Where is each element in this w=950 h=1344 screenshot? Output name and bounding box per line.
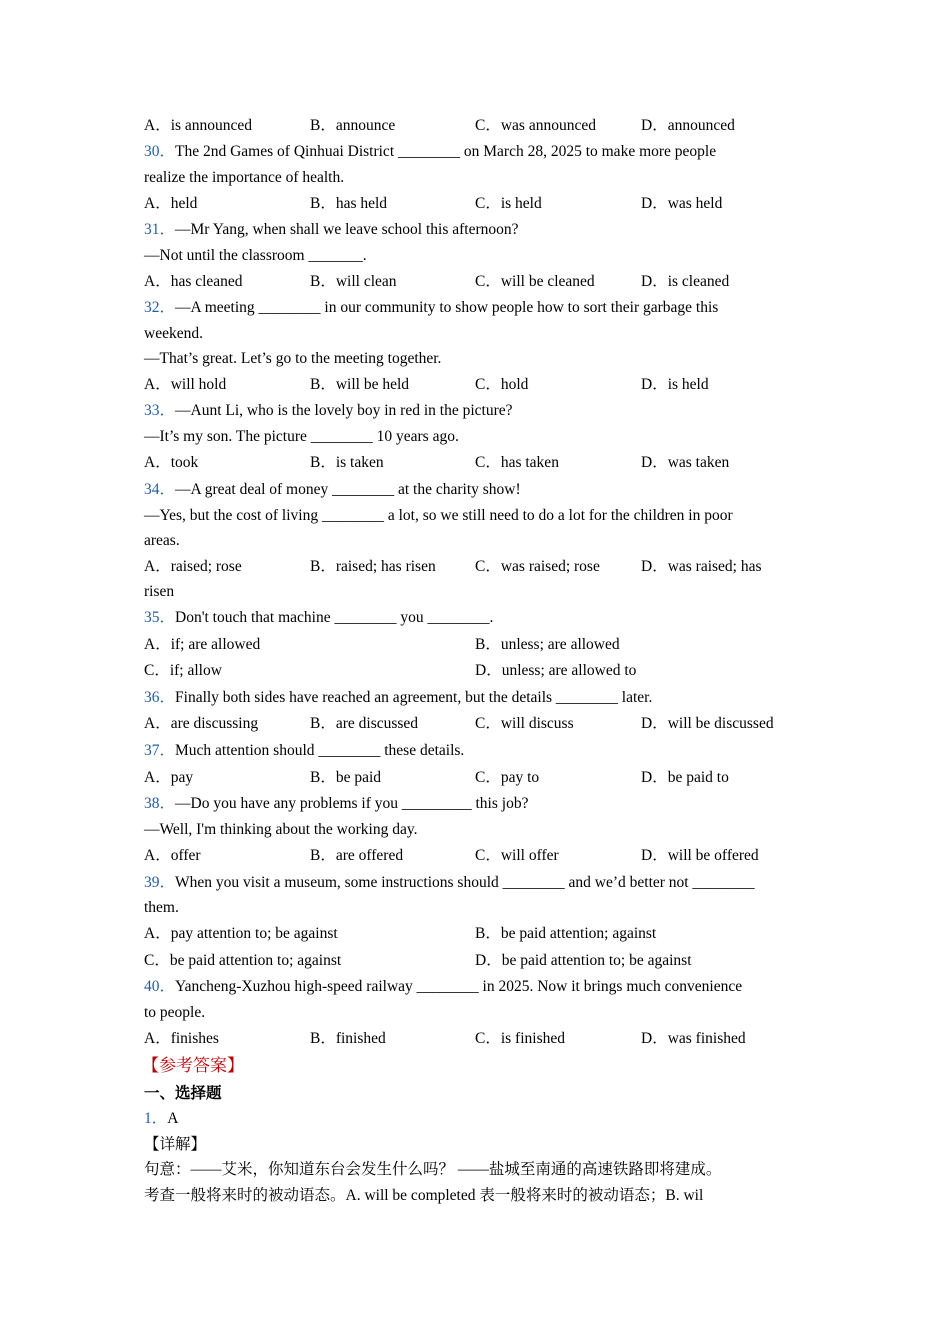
option-b: B．unless; are allowed [475, 636, 620, 653]
option-d: D．will be discussed [641, 715, 774, 732]
question-text: —A great deal of money ________ at the charity show! [175, 481, 521, 498]
answer-key-header: 【参考答案】 [142, 1056, 244, 1075]
option-a: A．pay [144, 769, 194, 786]
question-35 [144, 608, 493, 628]
question-text-cont: them. [144, 899, 179, 916]
question-number: 39． [144, 874, 176, 891]
option-d: D．be paid to [641, 769, 729, 786]
question-text-cont: weekend. [144, 325, 203, 342]
question-text: Finally both sides have reached an agreement, but the details ________ later. [175, 689, 653, 706]
question-text: —Do you have any problems if you _________ this job? [175, 795, 529, 812]
option-c: C．hold [475, 376, 529, 393]
question-number: 32． [144, 299, 176, 316]
option-d: D．announced [641, 117, 735, 134]
question-number: 30． [144, 143, 176, 160]
option-b: B．be paid attention; against [475, 925, 657, 942]
section-title: 一、选择题 [144, 1085, 222, 1102]
question-number: 36． [144, 689, 176, 706]
detail-label: 【详解】 [144, 1136, 207, 1153]
option-c: C．if; allow [144, 662, 222, 679]
question-text: Yancheng-Xuzhou high-speed railway ________ in 2025. Now it brings much convenience [175, 978, 743, 995]
question-number: 35． [144, 609, 176, 626]
option-d: D．is cleaned [641, 273, 730, 290]
question-38 [144, 794, 528, 814]
option-a: A．is announced [144, 117, 253, 134]
answer-value: A [167, 1110, 179, 1127]
option-c: C．will be cleaned [475, 273, 595, 290]
option-a: A．will hold [144, 376, 227, 393]
option-b: B．is taken [310, 454, 384, 471]
detail-text: 考查一般将来时的被动语态。A. will be completed 表一般将来时的被动语态；B. wil [144, 1187, 704, 1204]
option-d: D．unless; are allowed to [475, 662, 637, 679]
option-c: C．was announced [475, 117, 596, 134]
option-c: C．has taken [475, 454, 559, 471]
question-36 [144, 688, 652, 708]
option-b: B．raised; has risen [310, 558, 436, 575]
option-a: A．pay attention to; be against [144, 925, 338, 942]
question-number: 40． [144, 978, 176, 995]
question-text-cont: —That’s great. Let’s go to the meeting together. [144, 350, 442, 367]
option-b: B．be paid [310, 769, 382, 786]
question-text-cont: realize the importance of health. [144, 169, 345, 186]
question-text: Much attention should ________ these details. [175, 742, 465, 759]
question-37 [144, 741, 464, 761]
option-c: C．will offer [475, 847, 559, 864]
question-number: 37． [144, 742, 176, 759]
question-text-cont: areas. [144, 532, 180, 549]
option-d: D．is held [641, 376, 709, 393]
option-b: B．are offered [310, 847, 404, 864]
question-40 [144, 977, 742, 997]
option-c: C．be paid attention to; against [144, 952, 342, 969]
question-31 [144, 220, 519, 240]
option-c: C．is finished [475, 1030, 565, 1047]
option-b: B．has held [310, 195, 388, 212]
question-text: When you visit a museum, some instructions should ________ and we’d better not ________ [175, 874, 755, 891]
option-d: D．be paid attention to; be against [475, 952, 692, 969]
option-b: B．announce [310, 117, 396, 134]
question-text-cont: —Not until the classroom _______. [144, 247, 367, 264]
detail-text: 句意：——艾米，你知道东台会发生什么吗？ ——盐城至南通的高速铁路即将建成。 [144, 1161, 722, 1178]
question-text: —Aunt Li, who is the lovely boy in red in the picture? [175, 402, 513, 419]
option-b: B．finished [310, 1030, 386, 1047]
question-text-cont: —Well, I'm thinking about the working day. [144, 821, 418, 838]
option-a: A．held [144, 195, 198, 212]
question-number: 34． [144, 481, 176, 498]
question-number: 38． [144, 795, 176, 812]
question-number: 31． [144, 221, 176, 238]
answer-1 [144, 1109, 178, 1129]
question-30 [144, 142, 716, 162]
option-a: A．finishes [144, 1030, 219, 1047]
option-d: D．was taken [641, 454, 730, 471]
question-text-cont: to people. [144, 1004, 206, 1021]
option-c: C．will discuss [475, 715, 574, 732]
question-text-cont: —It’s my son. The picture ________ 10 years ago. [144, 428, 459, 445]
option-c: C．pay to [475, 769, 540, 786]
option-b: B．will be held [310, 376, 410, 393]
option-c: C．was raised; rose [475, 558, 600, 575]
option-a: A．if; are allowed [144, 636, 261, 653]
option-a: A．raised; rose [144, 558, 242, 575]
question-text: —Mr Yang, when shall we leave school this afternoon? [175, 221, 519, 238]
option-d: D．will be offered [641, 847, 759, 864]
option-c: C．is held [475, 195, 542, 212]
option-b: B．are discussed [310, 715, 419, 732]
option-a: A．has cleaned [144, 273, 243, 290]
question-text: —A meeting ________ in our community to show people how to sort their garbage this [175, 299, 719, 316]
option-a: A．took [144, 454, 199, 471]
question-number: 33． [144, 402, 176, 419]
question-39 [144, 873, 754, 893]
option-wrap: risen [144, 583, 175, 600]
option-b: B．will clean [310, 273, 397, 290]
option-a: A．offer [144, 847, 201, 864]
question-text: Don't touch that machine ________ you ________. [175, 609, 494, 626]
answer-number: 1． [144, 1110, 168, 1127]
option-d: D．was finished [641, 1030, 746, 1047]
question-32 [144, 298, 718, 318]
question-text-cont: —Yes, but the cost of living ________ a lot, so we still need to do a lot for the children in poor [144, 507, 733, 524]
option-d: D．was raised; has [641, 558, 762, 575]
option-a: A．are discussing [144, 715, 259, 732]
question-34 [144, 480, 521, 500]
question-text: The 2nd Games of Qinhuai District ________ on March 28, 2025 to make more people [175, 143, 717, 160]
option-d: D．was held [641, 195, 723, 212]
question-33 [144, 401, 513, 421]
